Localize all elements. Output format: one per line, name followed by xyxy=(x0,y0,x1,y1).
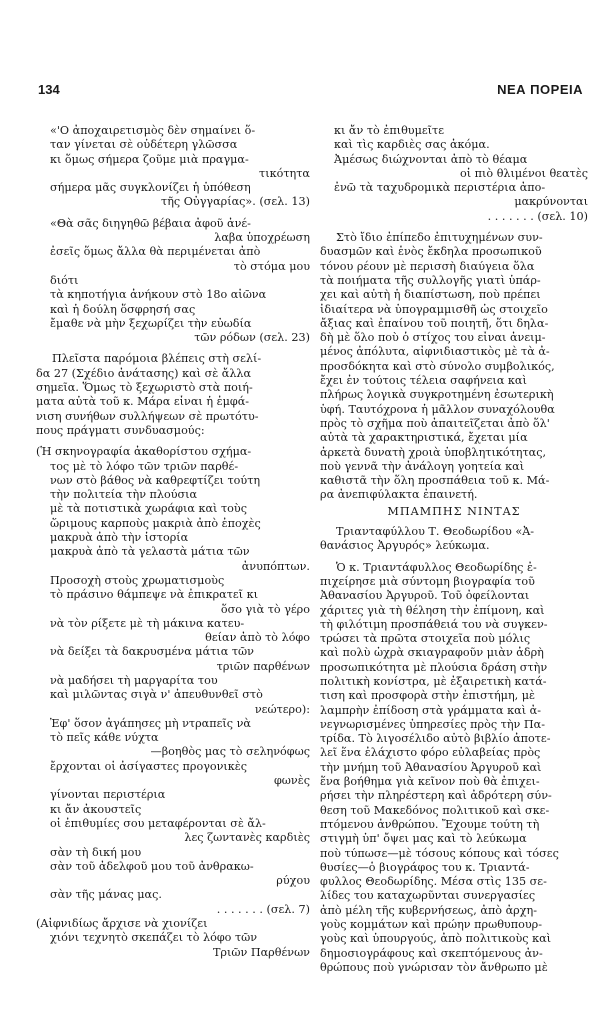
text-line: τὴ φιλότιμη προσπάθειά του νὰ συγκεν- xyxy=(320,617,548,631)
text-line: οἱ πιὸ θλιμένοι θεατὲς xyxy=(459,166,588,180)
text-line: δημοσιογράφους καὶ σκεπτόμενους ἀν- xyxy=(320,946,543,960)
text-line: ρήσει τὴν πληρέστερη καὶ ἀδρότερη σύν- xyxy=(320,789,552,803)
journal-title: ΝΕΑ ΠΟΡΕΙΑ xyxy=(497,82,583,97)
text-line: νὰ μαδήσει τὴ μαργαρίτα του xyxy=(50,673,218,687)
text-line: δὴ μὲ ὅλο ποὺ ὁ στίχος του εἶναι ἀνειμ- xyxy=(320,331,546,345)
text-line: καὶ μιλῶντας σιγὰ ν' ἀπευθυνθεῖ στὸ xyxy=(50,688,263,702)
text-line: τῆς Οὐγγαρίας». (σελ. 13) xyxy=(161,195,310,209)
text-line: προσδόκητα καὶ στὸ σύνολο συμβολικός, xyxy=(320,359,555,373)
text-line: λαβα ὑποχρέωση xyxy=(214,231,310,245)
right-column xyxy=(320,124,588,975)
right-column-review-1 xyxy=(320,124,588,503)
text-line: ρύχου xyxy=(276,874,310,888)
text-line: αὐτὰ τὰ χαρακτηριστικά, ἔχεται μία xyxy=(320,431,528,445)
left-column xyxy=(36,124,310,960)
text-line: σημεῖα. Ὅμως τὸ ξεχωριστὸ στὰ ποιή- xyxy=(36,381,253,395)
line-spacer xyxy=(36,345,310,352)
text-line: θρώπους ποὺ γνώρισαν τὸν ἄνθρωπο μὲ xyxy=(320,960,548,974)
line-spacer xyxy=(36,210,310,217)
text-line: φωνὲς xyxy=(273,774,310,788)
text-line: τόνου ρέουν μὲ περισσὴ διαύγεια ὅλα xyxy=(320,259,535,273)
text-line: καὶ πολὺ ὠχρὰ σκιαγραφοῦν μιὰν ἀδρὴ xyxy=(320,646,544,660)
text-line: ἔρχονται οἱ ἀσίγαστες προγονικὲς xyxy=(50,759,248,773)
text-line: καθιστᾶ τὴν ὅλη προσπάθεια τοῦ κ. Μά- xyxy=(320,474,550,488)
text-line: ἐσεῖς ὅμως ἄλλα θὰ περιμένεται ἀπὸ xyxy=(50,245,261,259)
text-line: στιγμὴ ὑπ' ὄψει μας καὶ τὸ λεύκωμα xyxy=(320,832,527,846)
text-line: τιση καὶ προσφορὰ στὴν ἐπιστήμη, μὲ xyxy=(320,689,536,703)
text-line: τὸ στόμα μου xyxy=(233,259,310,273)
text-line: οἱ ἐπιθυμίες σου μεταφέρονται σὲ ἄλ- xyxy=(50,816,266,830)
text-line: μακρυὰ ἀπὸ τὴν ἱστορία xyxy=(50,531,189,545)
right-column-review-2 xyxy=(320,525,588,975)
text-line: Ἐφ' ὅσον ἀγάπησες μὴ ντραπεῖς νὰ xyxy=(50,716,251,730)
text-line: . . . . . . . (σελ. 7) xyxy=(216,902,310,916)
text-line: . . . . . . . (σελ. 10) xyxy=(487,209,588,223)
text-line: θανάσιος Ἀργυρός» λεύκωμα. xyxy=(320,539,490,553)
text-line: προσωπικότητα μὲ πλούσια δράση στὴν xyxy=(320,660,548,674)
text-line: ποὺ γεννᾶ τὴν ἀνάλογη γοητεία καὶ xyxy=(320,459,525,473)
text-line: ἔχει ἐν τούτοις τέλεια σαφήνεια καὶ xyxy=(320,374,527,388)
text-line: τὴν πολιτεία τὴν πλούσια xyxy=(50,488,198,502)
text-line: τος μὲ τὸ λόφο τῶν τριῶν παρθέ- xyxy=(50,459,239,473)
text-line: φυλλος Θεοδωρίδης. Μέσα στὶς 135 σε- xyxy=(320,875,547,889)
text-line: χάριτες γιὰ τὴ θέληση τὴν ἐπίμονη, καὶ xyxy=(320,603,545,617)
text-line: τὰ κηποτήγια ἀνήκουν στὸ 18ο αἰῶνα xyxy=(50,288,267,302)
text-line: μακρυὰ ἀπὸ τὰ γελαστὰ μάτια τῶν xyxy=(50,545,250,559)
text-line: ὑφή. Ταυτόχρονα ἡ μᾶλλον συναχόλουθα xyxy=(320,402,555,416)
text-line: (Ἡ σκηνογραφία ἀκαθορίστου σχήμα- xyxy=(36,445,252,459)
text-line: τικότητα xyxy=(259,166,310,180)
text-line: θυσίες—ὁ βιογράφος του κ. Τριαντά- xyxy=(320,860,530,874)
line-spacer xyxy=(320,554,588,561)
text-line: ποὺ τύπωσε—μὲ τόσους κόπους καὶ τόσες xyxy=(320,846,559,860)
text-line: γίνονται περιστέρια xyxy=(50,788,166,802)
text-line: χιόνι τεχνητὸ σκεπάζει τὸ λόφο τῶν xyxy=(50,931,258,945)
text-line: Τριῶν Παρθένων xyxy=(212,945,310,959)
text-line: ὥριμους καρποὺς μακριὰ ἀπὸ ἐποχὲς xyxy=(50,516,261,530)
text-line: λίδες του καταχωρῦνται συνεργασίες xyxy=(320,889,536,903)
text-line: γοὺς κομμάτων καὶ πρώην πρωθυπουρ- xyxy=(320,918,542,932)
text-line: τὴν μνήμη τοῦ Ἀθανασίου Ἀργυροῦ καὶ xyxy=(320,760,542,774)
text-line: ἀπὸ μέλη τῆς κυβερνήσεως, ἀπὸ ἀρχη- xyxy=(320,903,537,917)
text-line: μένος ἀπόλυτα, αἰφνιδιαστικὸς μὲ τὰ ἀ- xyxy=(320,345,550,359)
text-line: λαμπρὴν ἐπίδοση στὰ γράμματα καὶ ἀ- xyxy=(320,703,541,717)
text-line: ἀνυπόπτων. xyxy=(241,559,310,573)
text-line: κι ὅμως σήμερα ζοῦμε μιὰ πραγμα- xyxy=(50,152,249,166)
page-number: 134 xyxy=(38,82,60,97)
text-line: τριῶν παρθένων xyxy=(216,659,310,673)
text-line: ἀρκετὰ δυνατὴ χροιὰ ὑποβλητικότητας, xyxy=(320,445,547,459)
text-line: Ἀθανασίου Ἀργυροῦ. Τοῦ ὀφείλονται xyxy=(320,589,530,603)
text-line: ἄξιας καὶ ἐπαίνου τοῦ ποιητῆ, ὅτι δηλα- xyxy=(320,316,549,330)
text-line: κι ἄν ἀκουστεῖς xyxy=(50,802,142,816)
text-line: γοὺς καὶ ὑπουργούς, ἀπὸ πολιτικοὺς καὶ xyxy=(320,932,552,946)
text-line: τὰ ποιήματα τῆς συλλογῆς γιατὶ ὑπάρ- xyxy=(320,273,541,287)
text-line: καὶ τὶς καρδιὲς σας ἀκόμα. xyxy=(334,138,490,152)
text-line: ἐνῶ τὰ ταχυδρομικὰ περιστέρια ἀπο- xyxy=(334,181,546,195)
text-line: τὸ πράσινο θάμπεψε νὰ ἐπικρατεῖ κι xyxy=(50,588,259,602)
text-line: σὰν τῆς μάνας μας. xyxy=(50,888,162,902)
text-line: πολιτικὴ κονίστρα, μὲ ἐξαιρετικὴ κατά- xyxy=(320,674,547,688)
text-line: ταν γίνεται σὲ οὐδέτερη γλῶσσα xyxy=(50,138,238,152)
text-line: κι ἄν τὸ ἐπιθυμεῖτε xyxy=(334,124,445,137)
text-line: χει καὶ αὐτὴ ἡ διαπίστωση, ποὺ πρέπει xyxy=(320,288,541,302)
text-line: ἰδιαίτερα νὰ ὑπογραμμισθῆ ὡς στοιχεῖο xyxy=(320,302,548,316)
text-line: «Θὰ σᾶς διηγηθῶ βέβαια ἀφοῦ ἀνέ- xyxy=(50,216,251,230)
text-line: καὶ ἡ δούλη ὅσφρησή σας xyxy=(50,302,196,316)
text-line: λεῖ ἕνα ἐλάχιστο φόρο εὐλαβείας πρὸς xyxy=(320,746,541,760)
text-line: Ὁ κ. Τριαντάφυλλος Θεοδωρίδης ἐ- xyxy=(336,560,537,574)
text-line: διότι xyxy=(50,273,79,287)
text-line: θείαν ἀπὸ τὸ λόφο xyxy=(205,631,310,645)
text-line: ρα ἀνεπιφύλακτα ἐπαινετή. xyxy=(320,488,478,502)
text-line: λες ζωντανὲς καρδιὲς xyxy=(184,831,310,845)
text-line: τρίδα. Τὸ λιγοσέλιδο αὐτὸ βιβλίο ἀποτε- xyxy=(320,732,551,746)
text-line: νεγνωρισμένες ὑπηρεσίες πρὸς τὴν Πα- xyxy=(320,717,545,731)
text-line: ἔμαθε νὰ μὴν ξεχωρίζει τὴν εὐωδία xyxy=(50,316,252,330)
text-line: πτόμενου ἀνθρώπου. Ἔχουμε τούτη τὴ xyxy=(320,817,540,831)
text-line: «'Ο ἀποχαιρετισμὸς δὲν σημαίνει ὅ- xyxy=(50,124,256,137)
text-line: Τριανταφύλλου Τ. Θεοδωρίδου «Ἀ- xyxy=(336,525,535,539)
text-line: ματα αὐτὰ τοῦ κ. Μάρα εἶναι ἡ ἐμφά- xyxy=(36,395,250,409)
text-line: μακρύνονται xyxy=(514,195,588,209)
text-line: ὅσο γιὰ τὸ γέρο xyxy=(220,602,310,616)
text-line: ἕνα βοήθημα γιὰ κεῖνον ποὺ θὰ ἐπιχει- xyxy=(320,775,540,789)
review-signature: ΜΠΑΜΠΗΣ ΝΙΝΤΑΣ xyxy=(387,504,521,518)
text-line: σὰν τὴ δική μου xyxy=(50,845,142,859)
text-line: Ἀμέσως διώχνονται ἀπὸ τὸ θέαμα xyxy=(334,152,528,166)
text-line: νιση συνήθων συλλήψεων σὲ πρωτότυ- xyxy=(36,409,259,423)
text-line: δυασμῶν καὶ ἑνὸς ἔκδηλα προσωπικοῦ xyxy=(320,245,542,259)
text-line: (Αἰφνιδίως ἄρχισε νὰ χιονίζει xyxy=(36,917,208,931)
text-line: νὰ δείξει τὰ δακρυσμένα μάτια τῶν xyxy=(50,645,254,659)
text-line: θεση τοῦ Μακεδόνος πολιτικοῦ καὶ σκε- xyxy=(320,803,550,817)
text-line: δα 27 (Σχέδιο ἀνάτασης) καὶ σὲ ἄλλα xyxy=(36,366,252,380)
text-line: τρώσει τὰ πρῶτα στοιχεῖα ποὺ μόλις xyxy=(320,632,531,646)
text-line: τὸ πεῖς κάθε νύχτα xyxy=(50,731,159,745)
text-line: Στὸ ἴδιο ἐπίπεδο ἐπιτυχημένων συν- xyxy=(336,231,543,245)
text-line: νὰ τὸν ρίξετε μὲ τὴ μάκινα κατευ- xyxy=(50,616,245,630)
text-line: σήμερα μᾶς συγκλονίζει ἡ ὑπόθεση xyxy=(50,181,251,195)
text-line: πους πράγματι συνδυασμούς: xyxy=(36,423,205,437)
text-line: μὲ τὰ ποτιστικὰ χωράφια καὶ τοὺς xyxy=(50,502,247,516)
text-line: νεώτερο): xyxy=(254,702,310,716)
text-line: Πλεῖστα παρόμοια βλέπεις στὴ σελί- xyxy=(52,352,262,366)
text-line: Προσοχὴ στοὺς χρωματισμοὺς xyxy=(50,573,225,587)
line-spacer xyxy=(320,224,588,231)
text-line: πιχείρησε μιὰ σύντομη βιογραφία τοῦ xyxy=(320,574,535,588)
text-line: πλήρως λογικὰ συγκροτημένη ἐσωτερικὴ xyxy=(320,388,554,402)
text-line: τῶν ρόδων (σελ. 23) xyxy=(194,331,310,345)
text-line: νων στὸ βάθος νὰ καθρεφτίζει τούτη xyxy=(50,473,261,487)
text-line: σὰν τοῦ ἀδελφοῦ μου τοῦ ἀνθρακω- xyxy=(50,859,254,873)
text-line: —βοηθὸς μας τὸ σεληνόφως xyxy=(150,745,310,759)
text-line: πρὸς τὸ σχῆμα ποὺ ἀπαιτεῖζεται ἀπὸ ὅλ' xyxy=(320,416,550,430)
line-spacer xyxy=(36,438,310,445)
